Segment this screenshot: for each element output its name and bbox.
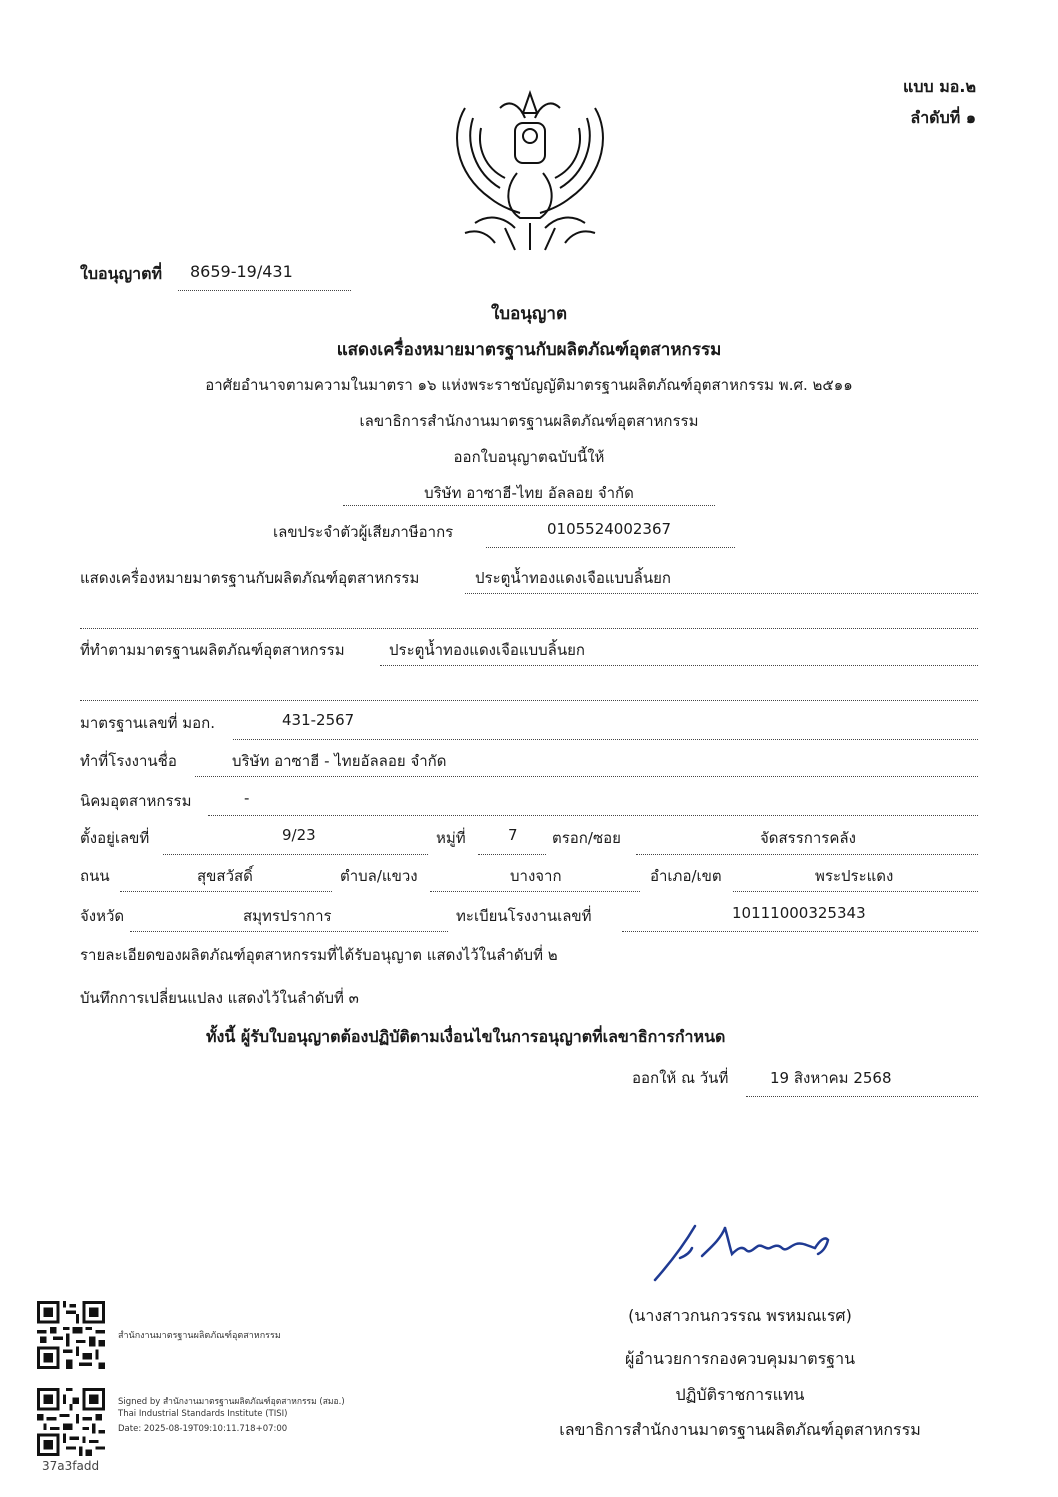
signatory-acting: ปฏิบัติราชการแทน [675,1385,805,1404]
tis-no-label: มาตรฐานเลขที่ มอก. [80,714,216,732]
address-road-label: ถนน [80,867,110,885]
tax-id-value: 0105524002367 [547,520,672,538]
product-label: แสดงเครื่องหมายมาตรฐานกับผลิตภัณฑ์อุตสาหกรรม [80,569,420,587]
product-value: ประตูน้ำทองแดงเจือแบบลิ้นยก [475,569,671,587]
address-moo-value: 7 [508,826,518,844]
address-no-value: 9/23 [282,826,316,844]
license-no-value: 8659-19/431 [190,262,293,281]
factory-label: ทำที่โรงงานชื่อ [80,752,177,770]
address-reg-label: ทะเบียนโรงงานเลขที่ [456,907,592,925]
qr-date: Date: 2025-08-19T09:10:11.718+07:00 [118,1424,288,1434]
address-road-value: สุขสวัสดิ์ [197,867,253,885]
address-soi-label: ตรอก/ซอย [552,829,621,847]
signature-image [650,1218,840,1288]
address-subdistrict-label: ตำบล/แขวง [340,867,418,885]
issuer-line: เลขาธิการสำนักงานมาตรฐานผลิตภัณฑ์อุตสาหกรรม [359,412,699,430]
standard-product-label: ที่ทำตามมาตรฐานผลิตภัณฑ์อุตสาหกรรม [80,641,345,659]
form-order: ลำดับที่ ๑ [910,108,976,127]
address-province-value: สมุทรปราการ [243,907,332,925]
address-province-label: จังหวัด [80,907,125,925]
licensee-name: บริษัท อาซาฮี-ไทย อัลลอย จำกัด [424,484,634,502]
standard-product-value: ประตูน้ำทองแดงเจือแบบลิ้นยก [389,641,585,659]
changes-line: บันทึกการเปลี่ยนแปลง แสดงไว้ในลำดับที่ ๓ [80,989,359,1007]
signatory-on-behalf: เลขาธิการสำนักงานมาตรฐานผลิตภัณฑ์อุตสาหกรรม [559,1420,921,1439]
signatory-name: (นางสาวกนกวรรณ พรหมณเรศ) [628,1306,852,1325]
factory-value: บริษัท อาซาฮี - ไทยอัลลอย จำกัด [232,752,447,770]
tax-id-label: เลขประจำตัวผู้เสียภาษีอากร [273,523,454,541]
license-no-label: ใบอนุญาตที่ [80,264,163,283]
address-soi-value: จัดสรรการคลัง [760,829,856,847]
signatory-position: ผู้อำนวยการกองควบคุมมาตรฐาน [625,1349,855,1368]
issued-date: 19 สิงหาคม 2568 [770,1069,892,1087]
garuda-emblem [445,78,615,253]
address-district-label: อำเภอ/เขต [650,867,722,885]
address-district-value: พระประแดง [815,867,894,885]
address-no-label: ตั้งอยู่เลขที่ [80,829,150,847]
qr-code-signature [37,1388,105,1456]
estate-value: - [244,789,250,807]
details-line: รายละเอียดของผลิตภัณฑ์อุตสาหกรรมที่ได้รับอนุญาต แสดงไว้ในลำดับที่ ๒ [80,946,558,964]
qr-org-text: สำนักงานมาตรฐานผลิตภัณฑ์อุตสาหกรรม [118,1331,281,1341]
issued-label: ออกให้ ณ วันที่ [632,1069,729,1087]
qr-institute: Thai Industrial Standards Institute (TISI) [118,1409,288,1419]
address-reg-value: 10111000325343 [732,904,866,922]
qr-signed-by: Signed by สำนักงานมาตรฐานผลิตภัณฑ์อุตสาหกรรม (สมอ.) [118,1397,345,1407]
condition-line: ทั้งนี้ ผู้รับใบอนุญาตต้องปฏิบัติตามเงื่อนไขในการอนุญาตที่เลขาธิการกำหนด [206,1027,726,1046]
authority-line: อาศัยอำนาจตามความในมาตรา ๑๖ แห่งพระราชบัญญัติมาตรฐานผลิตภัณฑ์อุตสาหกรรม พ.ศ. ๒๕๑๑ [205,376,853,394]
qr-code-org [37,1301,105,1369]
document-title: ใบอนุญาต [491,304,567,324]
qr-code-id: 37a3fadd [42,1459,100,1473]
tis-no-value: 431-2567 [282,711,355,729]
form-code: แบบ มอ.๒ [903,77,976,96]
estate-label: นิคมอุตสาหกรรม [80,792,192,810]
address-subdistrict-value: บางจาก [510,867,562,885]
document-subtitle: แสดงเครื่องหมายมาตรฐานกับผลิตภัณฑ์อุตสาหกรรม [336,340,722,360]
issue-to-line: ออกใบอนุญาตฉบับนี้ให้ [453,448,605,466]
address-moo-label: หมู่ที่ [436,829,466,847]
